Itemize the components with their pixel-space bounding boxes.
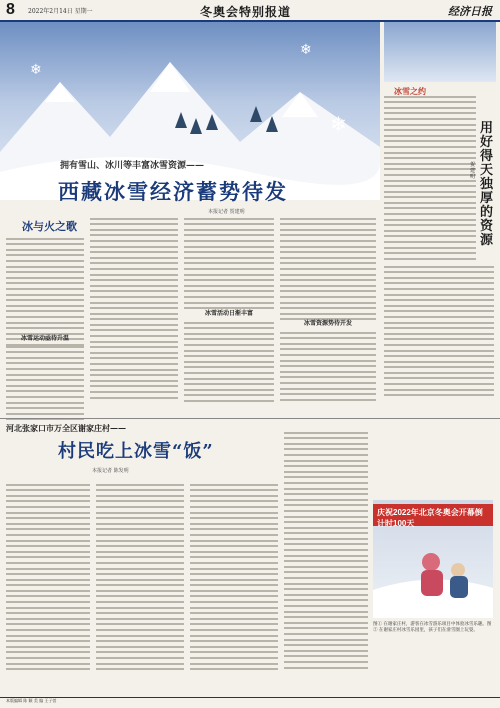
newspaper-name: 经济日报	[448, 5, 492, 18]
photo-banner: 庆祝2022年北京冬奥会开幕倒计时100天	[373, 504, 493, 526]
photo-caption: 图① 在谢家庄村，游客在冰雪游乐项目中体验冰雪乐趣。图② 在谢家庄村冰雪乐园里，孩子们在滑雪圈上玩耍。	[373, 622, 492, 633]
sidebar-author: 贺建明	[470, 162, 476, 180]
footer-credits: 本版编辑 陈 颖 美 编 王子萱	[6, 698, 57, 703]
section-title: 冬奥会特别报道	[200, 5, 292, 19]
lead-byline: 本报记者 贺建明	[208, 209, 245, 215]
sidebar-text	[384, 92, 476, 263]
body-column-4	[280, 214, 376, 324]
subhead-3: 冰雪活动日渐丰富	[204, 310, 253, 317]
mountain-illustration	[0, 22, 380, 200]
village-photo	[373, 500, 493, 618]
sidebar-text-lower	[384, 262, 494, 400]
body-column-3	[184, 214, 274, 313]
second-column-4	[284, 428, 368, 672]
body-column-3b	[184, 318, 274, 406]
page-number: 8	[6, 1, 15, 18]
page-header	[0, 0, 500, 22]
snowflake-icon: ❄	[330, 112, 347, 136]
lead-headline: 西藏冰雪经济蓄势待发	[58, 179, 288, 204]
snowflake-icon: ❄	[30, 62, 42, 78]
lead-kicker: 拥有雪山、冰川等丰富冰雪资源——	[60, 161, 205, 171]
second-column-2	[96, 480, 184, 674]
section-divider	[0, 418, 500, 419]
page-footer	[0, 697, 500, 708]
sidebar-kicker: 冰雪之约	[394, 86, 426, 96]
subhead-2: 冰雪运动亟待升温	[20, 335, 69, 342]
subhead-1: 冰与火之歌	[22, 220, 77, 233]
skiers-illustration	[373, 500, 493, 618]
subhead-4: 冰雪资源势待开发	[303, 320, 352, 327]
body-column-1b	[6, 342, 84, 424]
second-byline: 本报记者 陈发明	[92, 468, 129, 474]
sidebar-title: 用好得天独厚的资源	[480, 121, 494, 248]
sidebar-photo	[384, 22, 496, 82]
second-kicker: 河北张家口市万全区谢家庄村——	[6, 423, 126, 433]
body-column-4b	[280, 328, 376, 404]
second-column-3	[190, 480, 278, 674]
lead-illustration	[0, 22, 380, 200]
second-headline: 村民吃上冰雪“饭”	[58, 441, 214, 462]
second-column-1	[6, 480, 90, 674]
issue-date: 2022年2月14日 星期一	[28, 8, 93, 15]
snowflake-icon: ❄	[300, 42, 312, 58]
body-column-2	[90, 214, 178, 402]
